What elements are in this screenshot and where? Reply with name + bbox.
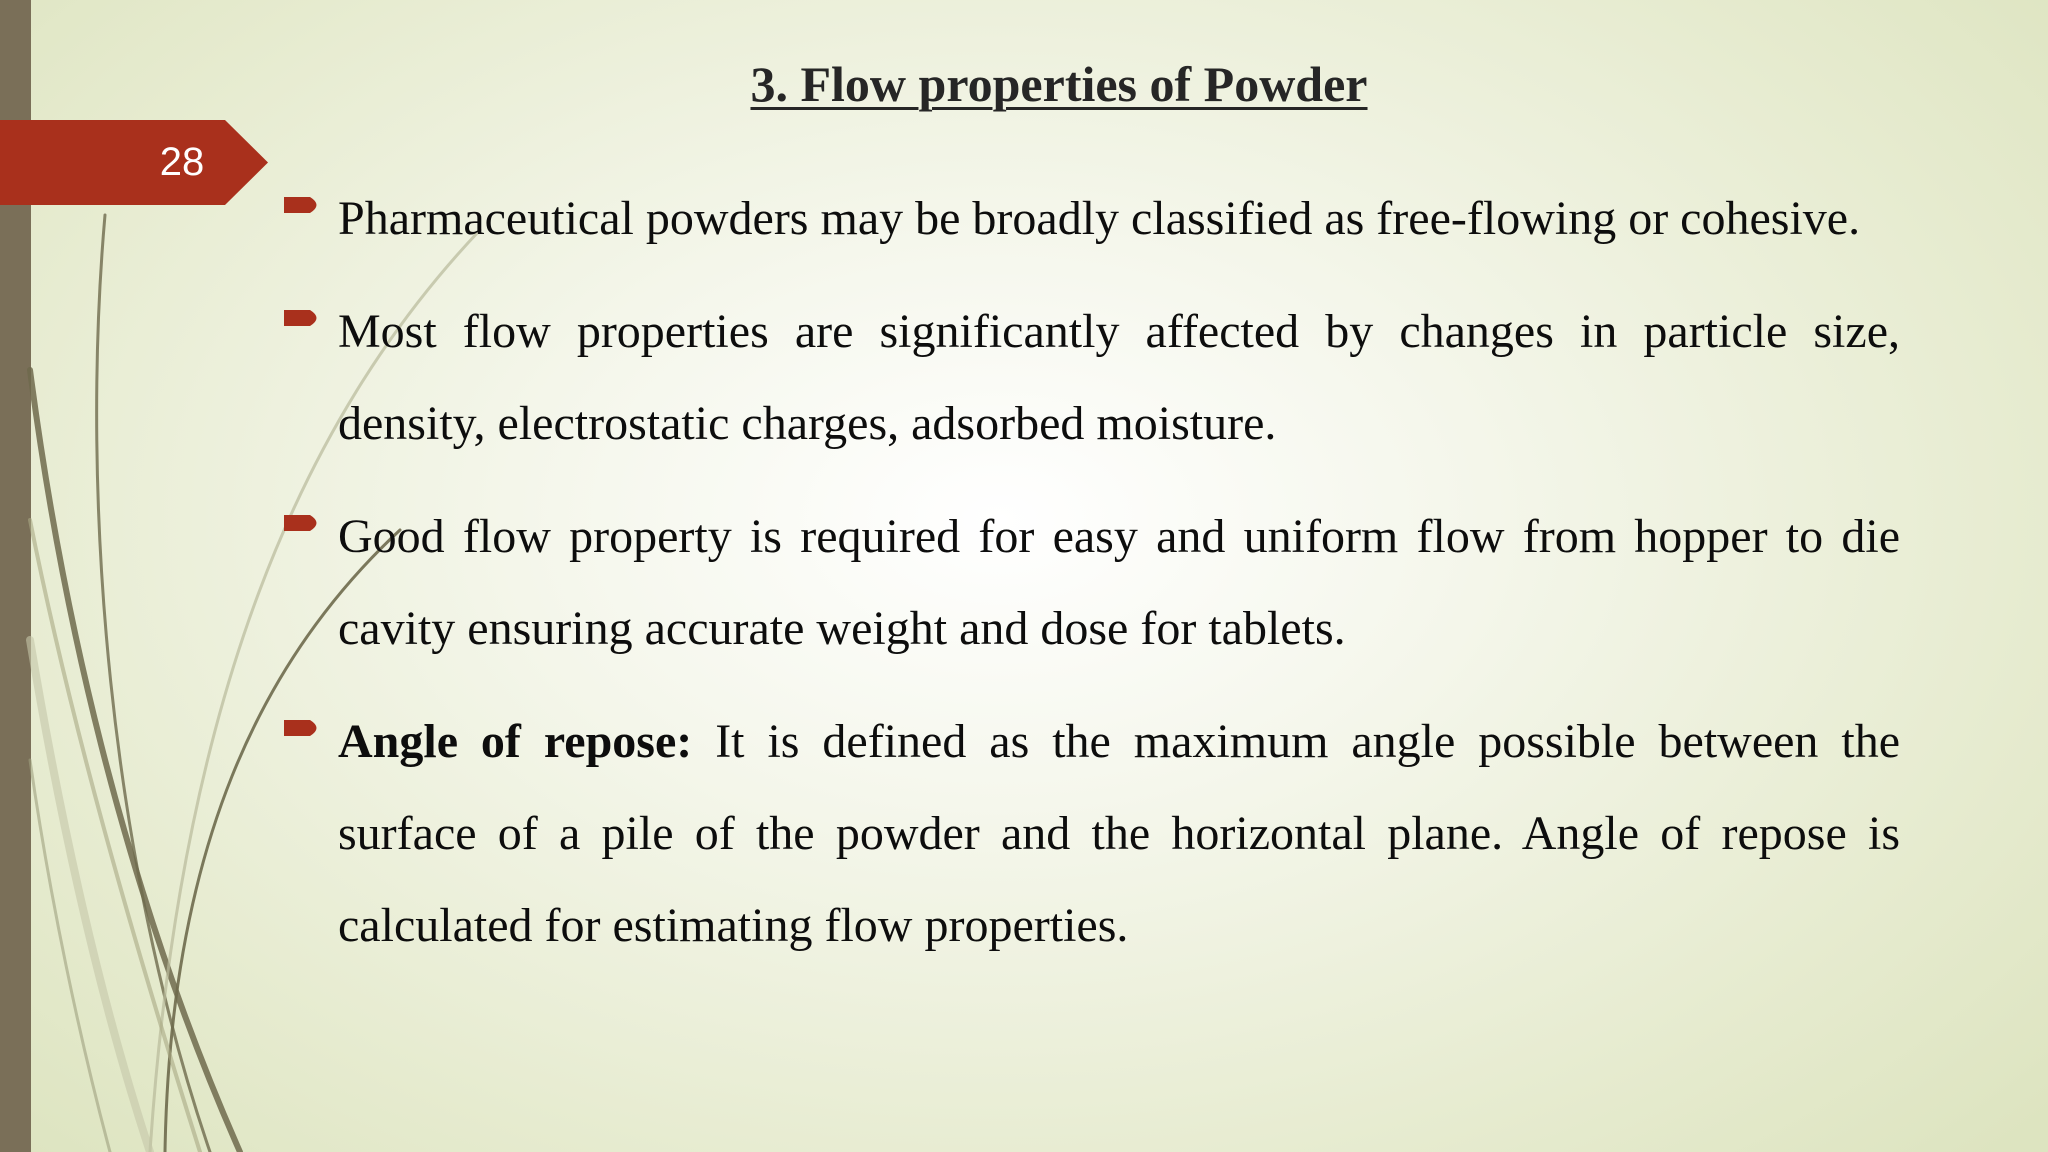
slide-title: 3. Flow properties of Powder <box>750 56 1368 112</box>
bullet-item <box>282 491 1900 675</box>
page-number: 28 <box>159 140 205 184</box>
bullet-list <box>282 173 1900 993</box>
bullet-text: It is defined as the maximum angle possible between the surface of a pile of the powder and the horizontal plane. Angle of repose is calculated for estimating flow properties. <box>338 715 1901 952</box>
bullet-lead: Angle of repose: <box>338 715 693 768</box>
bullet-text: Pharmaceutical powders may be broadly classified as free-flowing or cohesive. <box>338 192 1861 245</box>
arrow-bullet-icon <box>284 510 324 536</box>
arrow-bullet-icon <box>284 715 324 741</box>
bullet-item <box>282 173 1900 265</box>
arrow-bullet-icon <box>284 305 324 331</box>
bullet-item <box>282 286 1900 470</box>
bullet-item <box>282 696 1900 972</box>
bullet-text: Good flow property is required for easy and uniform flow from hopper to die cavity ensuring accurate weight and dose for tablets. <box>338 510 1900 655</box>
bullet-text: Most flow properties are significantly affected by changes in particle size, density, electrostatic charges, adsorbed moisture. <box>338 305 1900 450</box>
arrow-bullet-icon <box>284 192 324 218</box>
